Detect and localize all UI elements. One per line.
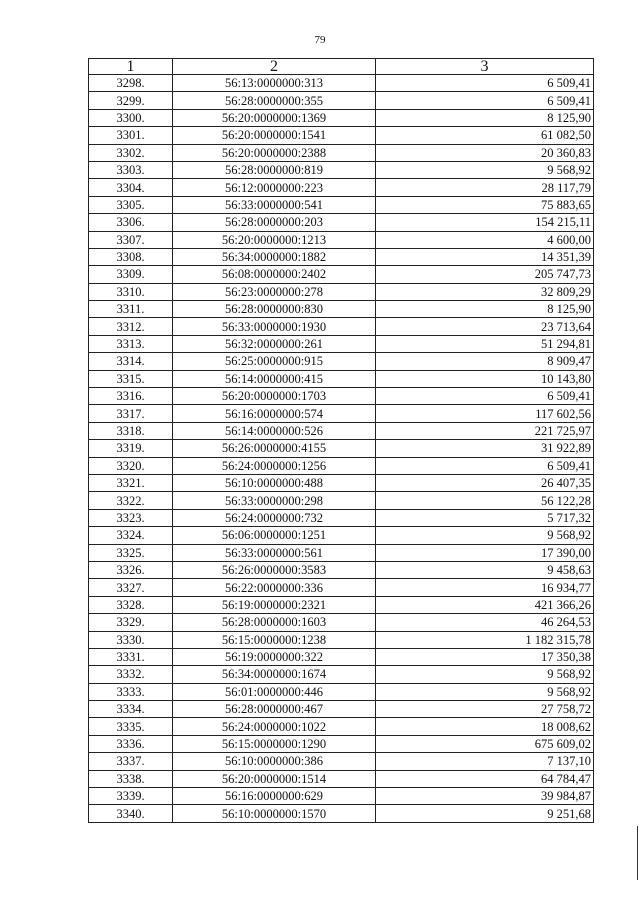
cadastral-number-cell: 56:22:0000000:336: [173, 579, 376, 596]
row-number-cell: 3310.: [89, 283, 173, 300]
value-cell: 205 747,73: [376, 266, 594, 283]
row-number-cell: 3320.: [89, 457, 173, 474]
row-number-cell: 3300.: [89, 109, 173, 126]
table-row: [89, 127, 594, 144]
table-row: [89, 596, 594, 613]
value-cell: 26 407,35: [376, 474, 594, 491]
value-cell: 6 509,41: [376, 457, 594, 474]
table-row: [89, 92, 594, 109]
value-cell: 154 215,11: [376, 214, 594, 231]
cadastral-number-cell: 56:34:0000000:1882: [173, 248, 376, 265]
table-row: [89, 283, 594, 300]
value-cell: 8 125,90: [376, 301, 594, 318]
column-header-3: 3: [376, 59, 594, 75]
table-row: [89, 614, 594, 631]
cadastral-table: [88, 58, 594, 823]
table-row: [89, 544, 594, 561]
cadastral-number-cell: 56:20:0000000:1369: [173, 109, 376, 126]
column-header-2: 2: [173, 59, 376, 75]
value-cell: 51 294,81: [376, 335, 594, 352]
value-cell: 6 509,41: [376, 388, 594, 405]
table-row: [89, 683, 594, 700]
table-row: [89, 718, 594, 735]
row-number-cell: 3306.: [89, 214, 173, 231]
value-cell: 9 568,92: [376, 666, 594, 683]
row-number-cell: 3302.: [89, 144, 173, 161]
value-cell: 221 725,97: [376, 422, 594, 439]
cadastral-number-cell: 56:01:0000000:446: [173, 683, 376, 700]
row-number-cell: 3327.: [89, 579, 173, 596]
cadastral-number-cell: 56:10:0000000:1570: [173, 805, 376, 822]
row-number-cell: 3328.: [89, 596, 173, 613]
row-number-cell: 3314.: [89, 353, 173, 370]
row-number-cell: 3311.: [89, 301, 173, 318]
row-number-cell: 3331.: [89, 648, 173, 665]
table-row: [89, 666, 594, 683]
row-number-cell: 3299.: [89, 92, 173, 109]
table-row: [89, 179, 594, 196]
row-number-cell: 3321.: [89, 474, 173, 491]
cadastral-number-cell: 56:28:0000000:830: [173, 301, 376, 318]
cadastral-number-cell: 56:10:0000000:488: [173, 474, 376, 491]
cadastral-number-cell: 56:28:0000000:1603: [173, 614, 376, 631]
table-row: [89, 161, 594, 178]
cadastral-number-cell: 56:20:0000000:1514: [173, 770, 376, 787]
value-cell: 64 784,47: [376, 770, 594, 787]
value-cell: 8 125,90: [376, 109, 594, 126]
row-number-cell: 3319.: [89, 440, 173, 457]
value-cell: 17 390,00: [376, 544, 594, 561]
value-cell: 39 984,87: [376, 788, 594, 805]
table-row: [89, 214, 594, 231]
value-cell: 23 713,64: [376, 318, 594, 335]
value-cell: 9 568,92: [376, 527, 594, 544]
table-row: [89, 492, 594, 509]
cadastral-number-cell: 56:20:0000000:2388: [173, 144, 376, 161]
value-cell: 27 758,72: [376, 701, 594, 718]
table-row: [89, 318, 594, 335]
cadastral-number-cell: 56:19:0000000:322: [173, 648, 376, 665]
value-cell: 9 458,63: [376, 561, 594, 578]
row-number-cell: 3337.: [89, 753, 173, 770]
table-row: [89, 422, 594, 439]
cadastral-number-cell: 56:13:0000000:313: [173, 75, 376, 92]
cadastral-number-cell: 56:25:0000000:915: [173, 353, 376, 370]
cadastral-number-cell: 56:26:0000000:3583: [173, 561, 376, 578]
column-header-1: 1: [89, 59, 173, 75]
value-cell: 9 251,68: [376, 805, 594, 822]
cadastral-number-cell: 56:20:0000000:1703: [173, 388, 376, 405]
cadastral-number-cell: 56:33:0000000:541: [173, 196, 376, 213]
table-row: [89, 648, 594, 665]
value-cell: 10 143,80: [376, 370, 594, 387]
cadastral-number-cell: 56:14:0000000:415: [173, 370, 376, 387]
table-body: [89, 75, 594, 823]
value-cell: 17 350,38: [376, 648, 594, 665]
cadastral-number-cell: 56:28:0000000:355: [173, 92, 376, 109]
cadastral-number-cell: 56:28:0000000:203: [173, 214, 376, 231]
value-cell: 9 568,92: [376, 683, 594, 700]
row-number-cell: 3309.: [89, 266, 173, 283]
table-row: [89, 805, 594, 822]
value-cell: 1 182 315,78: [376, 631, 594, 648]
row-number-cell: 3301.: [89, 127, 173, 144]
cadastral-number-cell: 56:06:0000000:1251: [173, 527, 376, 544]
value-cell: 6 509,41: [376, 92, 594, 109]
table-row: [89, 301, 594, 318]
cadastral-number-cell: 56:15:0000000:1290: [173, 735, 376, 752]
cadastral-number-cell: 56:28:0000000:467: [173, 701, 376, 718]
value-cell: 6 509,41: [376, 75, 594, 92]
value-cell: 8 909,47: [376, 353, 594, 370]
cadastral-number-cell: 56:08:0000000:2402: [173, 266, 376, 283]
cadastral-number-cell: 56:10:0000000:386: [173, 753, 376, 770]
cadastral-number-cell: 56:24:0000000:1022: [173, 718, 376, 735]
table-row: [89, 335, 594, 352]
table-row: [89, 474, 594, 491]
row-number-cell: 3322.: [89, 492, 173, 509]
cadastral-number-cell: 56:33:0000000:561: [173, 544, 376, 561]
value-cell: 4 600,00: [376, 231, 594, 248]
row-number-cell: 3317.: [89, 405, 173, 422]
row-number-cell: 3338.: [89, 770, 173, 787]
row-number-cell: 3329.: [89, 614, 173, 631]
cadastral-number-cell: 56:16:0000000:629: [173, 788, 376, 805]
cadastral-number-cell: 56:15:0000000:1238: [173, 631, 376, 648]
value-cell: 675 609,02: [376, 735, 594, 752]
value-cell: 117 602,56: [376, 405, 594, 422]
page-edge-mark: [637, 826, 638, 880]
row-number-cell: 3325.: [89, 544, 173, 561]
row-number-cell: 3304.: [89, 179, 173, 196]
table-row: [89, 457, 594, 474]
row-number-cell: 3339.: [89, 788, 173, 805]
table-row: [89, 753, 594, 770]
value-cell: 14 351,39: [376, 248, 594, 265]
table-row: [89, 196, 594, 213]
table-row: [89, 144, 594, 161]
row-number-cell: 3330.: [89, 631, 173, 648]
cadastral-number-cell: 56:12:0000000:223: [173, 179, 376, 196]
cadastral-number-cell: 56:24:0000000:1256: [173, 457, 376, 474]
cadastral-number-cell: 56:20:0000000:1213: [173, 231, 376, 248]
row-number-cell: 3298.: [89, 75, 173, 92]
cadastral-number-cell: 56:16:0000000:574: [173, 405, 376, 422]
table-row: [89, 561, 594, 578]
row-number-cell: 3303.: [89, 161, 173, 178]
row-number-cell: 3313.: [89, 335, 173, 352]
value-cell: 7 137,10: [376, 753, 594, 770]
table-row: [89, 248, 594, 265]
table-row: [89, 735, 594, 752]
row-number-cell: 3336.: [89, 735, 173, 752]
row-number-cell: 3333.: [89, 683, 173, 700]
row-number-cell: 3316.: [89, 388, 173, 405]
row-number-cell: 3318.: [89, 422, 173, 439]
table-row: [89, 527, 594, 544]
row-number-cell: 3312.: [89, 318, 173, 335]
row-number-cell: 3335.: [89, 718, 173, 735]
table-row: [89, 405, 594, 422]
value-cell: 32 809,29: [376, 283, 594, 300]
cadastral-number-cell: 56:24:0000000:732: [173, 509, 376, 526]
value-cell: 20 360,83: [376, 144, 594, 161]
value-cell: 18 008,62: [376, 718, 594, 735]
value-cell: 421 366,26: [376, 596, 594, 613]
row-number-cell: 3334.: [89, 701, 173, 718]
page-number: 79: [314, 34, 326, 46]
table-header-row: [89, 59, 594, 75]
cadastral-number-cell: 56:26:0000000:4155: [173, 440, 376, 457]
row-number-cell: 3305.: [89, 196, 173, 213]
table-row: [89, 788, 594, 805]
table-row: [89, 440, 594, 457]
cadastral-number-cell: 56:34:0000000:1674: [173, 666, 376, 683]
table-row: [89, 770, 594, 787]
cadastral-number-cell: 56:33:0000000:1930: [173, 318, 376, 335]
cadastral-number-cell: 56:19:0000000:2321: [173, 596, 376, 613]
table-row: [89, 231, 594, 248]
value-cell: 61 082,50: [376, 127, 594, 144]
cadastral-number-cell: 56:23:0000000:278: [173, 283, 376, 300]
row-number-cell: 3324.: [89, 527, 173, 544]
row-number-cell: 3323.: [89, 509, 173, 526]
row-number-cell: 3340.: [89, 805, 173, 822]
cadastral-number-cell: 56:28:0000000:819: [173, 161, 376, 178]
row-number-cell: 3326.: [89, 561, 173, 578]
table-row: [89, 388, 594, 405]
table-row: [89, 579, 594, 596]
value-cell: 5 717,32: [376, 509, 594, 526]
value-cell: 46 264,53: [376, 614, 594, 631]
value-cell: 31 922,89: [376, 440, 594, 457]
row-number-cell: 3308.: [89, 248, 173, 265]
value-cell: 56 122,28: [376, 492, 594, 509]
table-row: [89, 370, 594, 387]
cadastral-number-cell: 56:20:0000000:1541: [173, 127, 376, 144]
row-number-cell: 3307.: [89, 231, 173, 248]
table-row: [89, 109, 594, 126]
row-number-cell: 3332.: [89, 666, 173, 683]
value-cell: 9 568,92: [376, 161, 594, 178]
table-row: [89, 353, 594, 370]
table-row: [89, 701, 594, 718]
value-cell: 28 117,79: [376, 179, 594, 196]
cadastral-number-cell: 56:33:0000000:298: [173, 492, 376, 509]
cadastral-number-cell: 56:32:0000000:261: [173, 335, 376, 352]
row-number-cell: 3315.: [89, 370, 173, 387]
table-row: [89, 75, 594, 92]
value-cell: 16 934,77: [376, 579, 594, 596]
value-cell: 75 883,65: [376, 196, 594, 213]
cadastral-number-cell: 56:14:0000000:526: [173, 422, 376, 439]
table-row: [89, 631, 594, 648]
table-row: [89, 266, 594, 283]
table-row: [89, 509, 594, 526]
